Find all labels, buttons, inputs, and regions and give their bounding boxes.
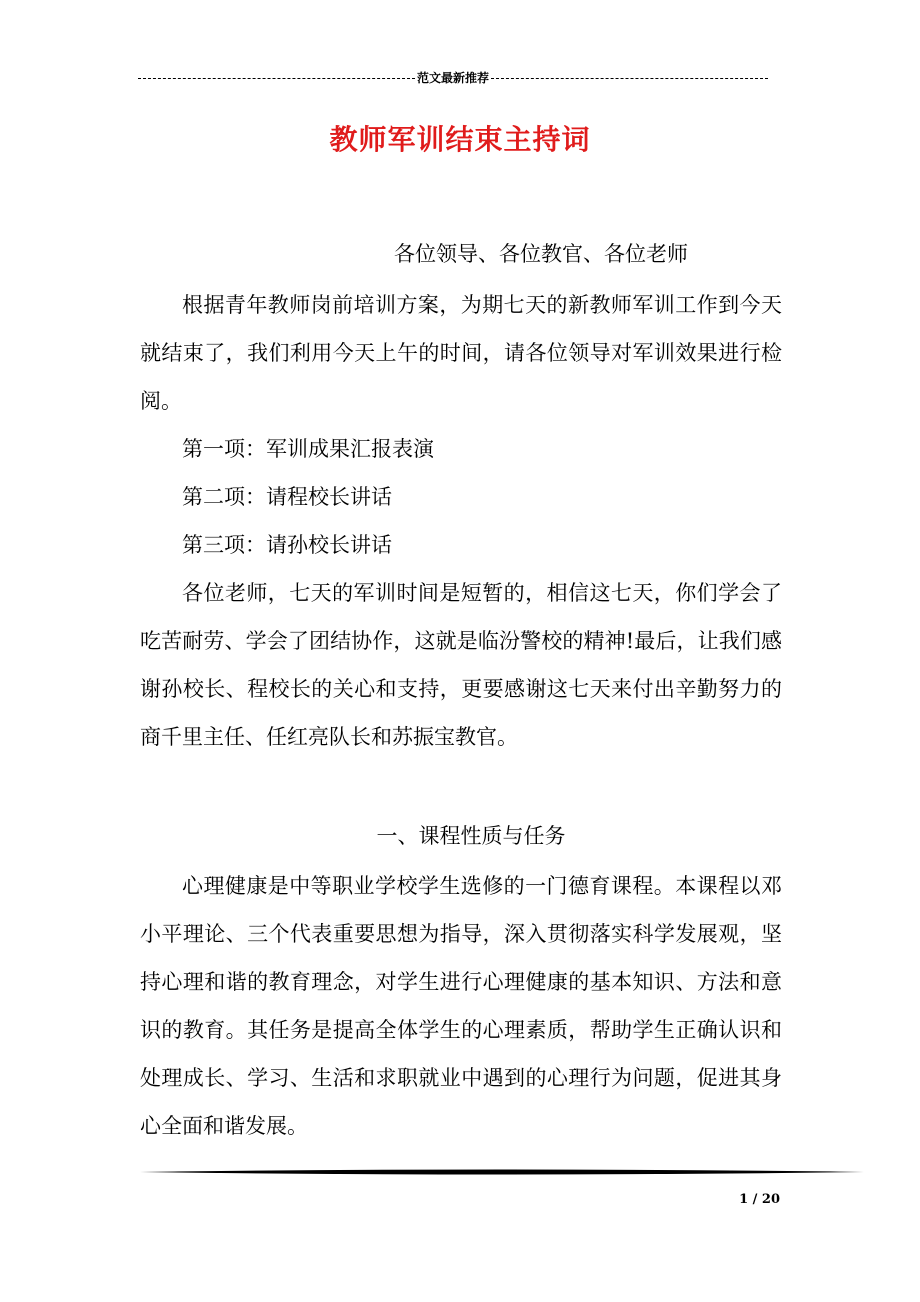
section-heading: 一、课程性质与任务 xyxy=(376,824,566,848)
greeting: 各位领导、各位教官、各位老师 xyxy=(394,242,688,266)
paragraph-item-3: 第三项：请孙校长讲话 xyxy=(182,533,392,557)
body-text xyxy=(140,281,782,761)
paragraph-item-2: 第二项：请程校长讲话 xyxy=(182,485,392,509)
page-header xyxy=(138,68,768,86)
document-title: 教师军训结束主持词 xyxy=(329,123,591,156)
header-dash-right xyxy=(491,78,768,79)
section-paragraph: 心理健康是中等职业学校学生选修的一门德育课程。本课程以邓小平理论、三个代表重要思想为指导，深入贯彻落实科学发展观，坚持心理和谐的教育理念，对学生进行心理健康的基本知识、方法和意识的教育。其任务是提高全体学生的心理素质，帮助学生正确认识和处理成长、学习、生活和求职就业中遇到的心理行为问题，促进其身心全面和谐发展。 xyxy=(140,874,782,1138)
section-block xyxy=(140,812,782,1150)
greeting-block xyxy=(140,230,782,278)
page-number: 1 / 20 xyxy=(739,1192,780,1207)
header-dash-left xyxy=(138,78,415,79)
paragraph-intro: 根据青年教师岗前培训方案，为期七天的新教师军训工作到今天就结束了，我们利用今天上午的时间，请各位领导对军训效果进行检阅。 xyxy=(140,293,782,413)
paragraph-item-1: 第一项：军训成果汇报表演 xyxy=(182,437,434,461)
paragraph-closing: 各位老师，七天的军训时间是短暂的，相信这七天，你们学会了吃苦耐劳、学会了团结协作，这就是临汾警校的精神!最后，让我们感谢孙校长、程校长的关心和支持，更要感谢这七天来付出辛勤努力的商千里主任、任红亮队长和苏振宝教官。 xyxy=(140,581,782,749)
header-label: 范文最新推荐 xyxy=(417,70,490,85)
footer-rule xyxy=(140,1168,864,1176)
